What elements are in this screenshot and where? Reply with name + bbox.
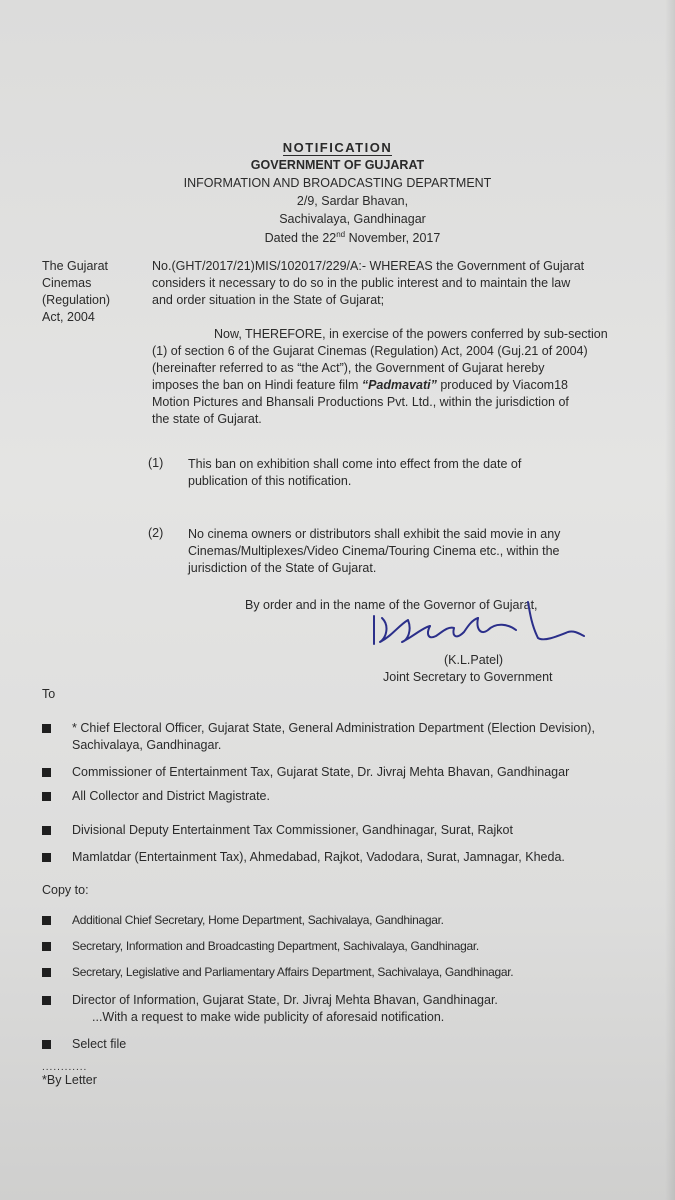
margin-line: (Regulation) [42,293,111,307]
bullet-icon [42,792,51,801]
notification-title: NOTIFICATION [282,140,393,155]
to-heading: To [42,687,56,701]
margin-line: Act, 2004 [42,310,95,324]
bullet-icon [42,916,51,925]
copy-item: Director of Information, Gujarat State, Dr. Jivraj Mehta Bhavan, Gandhinagar. [72,993,498,1007]
bullet-icon [42,826,51,835]
recipient-item: All Collector and District Magistrate. [72,789,270,803]
paragraph-line: imposes the ban on Hindi feature film “Padmavati” produced by Viacom18 [152,378,568,392]
handwritten-signature [368,596,608,656]
recipient-item: * Chief Electoral Officer, Gujarat State, General Administration Department (Election Devision), [72,721,595,735]
by-order-line: By order and in the name of the Governor of Gujarat, [245,598,538,612]
notification-date: Dated the 22nd November, 2017 [264,230,441,246]
bullet-icon [42,996,51,1005]
recipient-item: Commissioner of Entertainment Tax, Gujarat State, Dr. Jivraj Mehta Bhavan, Gandhinagar [72,765,570,779]
copy-item: Secretary, Legislative and Parliamentary Affairs Department, Sachivalaya, Gandhinagar. [72,965,514,979]
margin-line: The Gujarat [42,259,109,273]
footnote: *By Letter [42,1073,97,1087]
copy-item: Select file [72,1037,127,1051]
clause-line: This ban on exhibition shall come into effect from the date of [188,457,522,471]
clause-line: No cinema owners or distributors shall exhibit the said movie in any [188,527,561,541]
clause-number: (2) [148,526,164,540]
bullet-icon [42,724,51,733]
whereas-paragraph [152,258,617,309]
recipient-item-continued: Sachivalaya, Gandhinagar. [72,738,222,752]
clause-number: (1) [148,456,164,470]
clause-line: Cinemas/Multiplexes/Video Cinema/Touring Cinema etc., within the [188,544,560,558]
paragraph-line: No.(GHT/2017/21)MIS/102017/229/A:- WHEREAS the Government of Gujarat [152,259,585,273]
bullet-icon [42,853,51,862]
signatory-title: Joint Secretary to Government [383,670,553,684]
copy-item: Secretary, Information and Broadcasting Department, Sachivalaya, Gandhinagar. [72,939,479,953]
therefore-paragraph [152,326,617,428]
paragraph-line: (1) of section 6 of the Gujarat Cinemas (Regulation) Act, 2004 (Guj.21 of 2004) [152,344,588,358]
clause-line: publication of this notification. [188,474,352,488]
recipient-item: Mamlatdar (Entertainment Tax), Ahmedabad, Rajkot, Vadodara, Surat, Jamnagar, Kheda. [72,850,565,864]
bullet-icon [42,968,51,977]
clause-text [188,456,616,490]
dotted-separator: ............ [42,1062,88,1073]
clause-line: jurisdiction of the State of Gujarat. [188,561,377,575]
paragraph-line: the state of Gujarat. [152,412,262,426]
copy-to-heading: Copy to: [42,883,89,897]
paragraph-line: and order situation in the State of Gujarat; [152,293,385,307]
paragraph-line: Now, THEREFORE, in exercise of the powers conferred by sub-section [214,327,608,341]
recipient-item: Divisional Deputy Entertainment Tax Commissioner, Gandhinagar, Surat, Rajkot [72,823,513,837]
paragraph-line: (hereinafter referred to as “the Act”), the Government of Gujarat hereby [152,361,545,375]
department-heading: INFORMATION AND BROADCASTING DEPARTMENT [183,176,492,190]
government-heading: GOVERNMENT OF GUJARAT [250,158,425,172]
bullet-icon [42,768,51,777]
address-line-1: 2/9, Sardar Bhavan, [296,194,409,208]
address-line-2: Sachivalaya, Gandhinagar [279,212,426,226]
bullet-icon [42,1040,51,1049]
margin-line: Cinemas [42,276,92,290]
paragraph-line: Motion Pictures and Bhansali Productions Pvt. Ltd., within the jurisdiction of [152,395,569,409]
signatory-name: (K.L.Patel) [444,653,504,667]
clause-text [188,526,616,577]
copy-item: Additional Chief Secretary, Home Department, Sachivalaya, Gandhinagar. [72,913,444,927]
paragraph-line: considers it necessary to do so in the public interest and to maintain the law [152,276,571,290]
act-reference-margin [42,258,122,326]
film-name: “Padmavati” [361,378,437,392]
bullet-icon [42,942,51,951]
copy-item-continued: ...With a request to make wide publicity of aforesaid notification. [92,1010,445,1024]
